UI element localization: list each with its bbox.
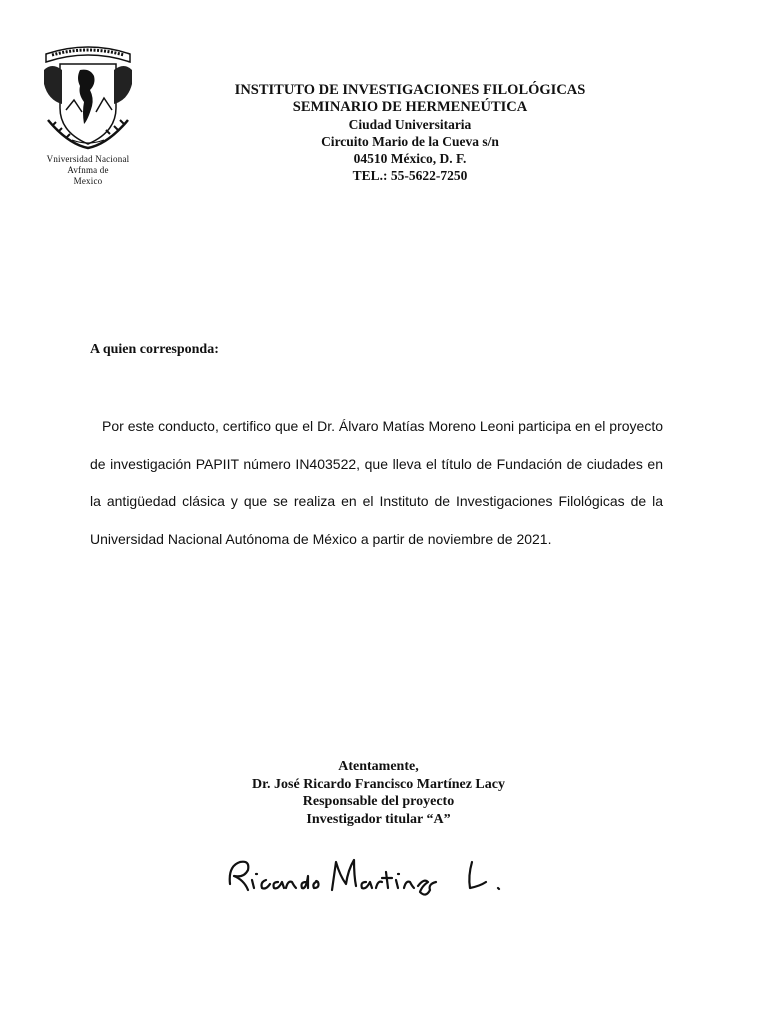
unam-seal-icon	[38, 40, 138, 152]
seal-caption-line: Avfnma de	[67, 165, 109, 175]
closing-regards: Atentamente,	[338, 759, 419, 774]
institute-name: INSTITUTO DE INVESTIGACIONES FILOLÓGICAS	[234, 82, 586, 98]
signature	[222, 852, 512, 907]
seal-caption	[28, 154, 148, 187]
signatory-role: Responsable del proyecto	[302, 794, 455, 809]
seal-caption-line: Mexico	[73, 176, 103, 186]
campus-line: Ciudad Universitaria	[348, 117, 472, 132]
seminar-name: SEMINARIO DE HERMENEÚTICA	[292, 99, 528, 115]
university-seal	[28, 40, 148, 187]
seal-caption-line: Vniversidad Nacional	[46, 154, 130, 164]
city-line: 04510 México, D. F.	[353, 151, 467, 166]
letterhead	[200, 82, 620, 184]
signatory-title: Investigador titular “A”	[306, 811, 451, 827]
handwritten-signature-icon	[222, 852, 512, 902]
closing-block	[200, 758, 557, 828]
street-line: Circuito Mario de la Cueva s/n	[321, 134, 499, 149]
phone-line: TEL.: 55-5622-7250	[352, 168, 468, 183]
certification-paragraph: Por este conducto, certifico que el Dr. Álvaro Matías Moreno Leoni participa en el proyecto de investigación PAPIIT número IN403522, que lleva el título de Fundación de ciudades en la antigüedad clásica y que se realiza en el Instituto de Investigaciones Filológicas de la Universidad Nacional Autónoma de México a partir de noviembre de 2021.	[90, 418, 663, 547]
signatory-name: Dr. José Ricardo Francisco Martínez Lacy	[252, 776, 505, 792]
salutation: A quien corresponda:	[90, 342, 219, 357]
